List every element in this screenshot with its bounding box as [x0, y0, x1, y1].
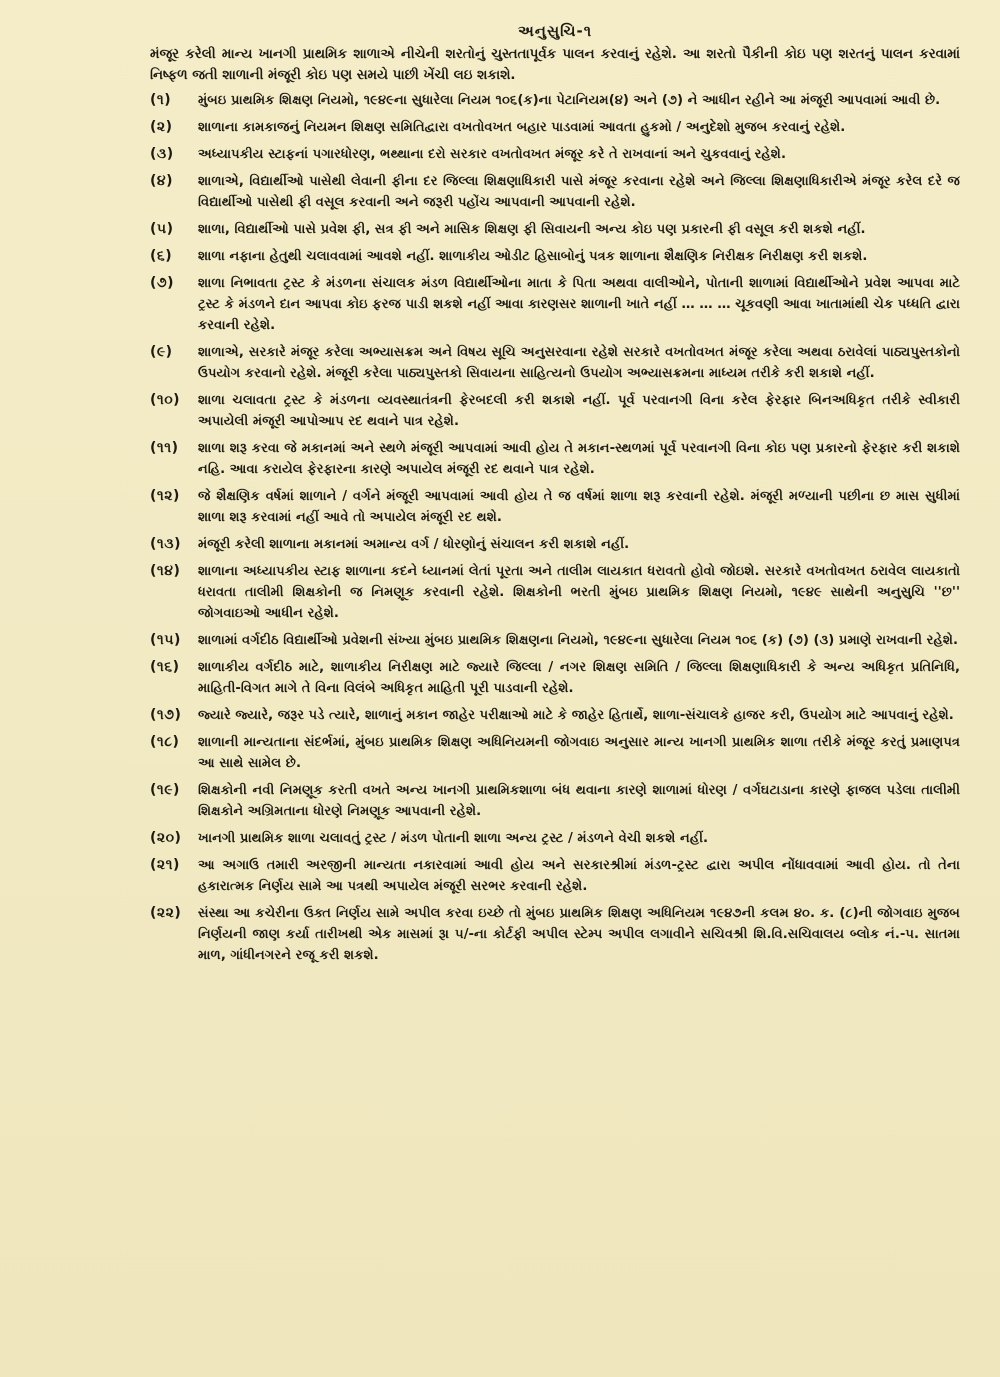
clause-text: મંજૂરી કરેલી શાળાના મકાનમાં અમાન્ય વર્ગ / ધોરણોનું સંચાલન કરી શકાશે નહીં.	[198, 537, 630, 552]
clause-text: શાળાના કામકાજનું નિયમન શિક્ષણ સમિતિદ્વારા વખતોવખત બહાર પાડવામાં આવતા હુકમો / અનુદેશો મુજબ કરવાનું રહેશે.	[198, 120, 846, 135]
clause-text: અધ્યાપકીય સ્ટાફનાં પગારધોરણ, ભથ્થાના દરો સરકાર વખતોવખત મંજૂર કરે તે રાખવાનાં અને ચુકવવાનું રહેશે.	[198, 147, 786, 162]
clause-number: (૧૦)	[150, 392, 181, 408]
clause-number: (૯)	[150, 344, 173, 360]
clause-number: (૬)	[150, 248, 173, 264]
clause-number: (૪)	[150, 173, 173, 189]
clause-text: શાળાએ, સરકારે મંજૂર કરેલા અભ્યાસક્રમ અને વિષય સૂચિ અનુસરવાના રહેશે સરકારે વખતોવખત મંજૂર કરેલા અથવા ઠરાવેલાં પાઠ્યપુસ્તકોનો ઉપયોગ કરવાનો રહેશે. મંજૂરી કરેલા પાઠ્યપુસ્તકો સિવાયના સાહિત્યનો ઉપયોગ અભ્યાસક્રમના માધ્યમ તરીકે કરી શકાશે નહીં.	[198, 345, 960, 381]
clause-text: શાળામાં વર્ગદીઠ વિદ્યાર્થીઓ પ્રવેશની સંખ્યા મુંબઇ પ્રાથમિક શિક્ષણના નિયમો, ૧૯૪૯ના સુધારેલા નિયમ ૧૦૬ (ક) (૭) (૩) પ્રમાણે રાખવાની રહેશે.	[198, 633, 959, 648]
clause-text: આ અગાઉ તમારી અરજીની માન્યતા નકારવામાં આવી હોય અને સરકારશ્રીમાં મંડળ-ટ્રસ્ટ દ્વારા અપીલ નોંધાવવામાં આવી હોય. તો તેના હકારાત્મક નિર્ણય સામે આ પત્રથી અપાયેલ મંજૂરી સરભર કરવાની રહેશે.	[198, 858, 960, 894]
clause-text: સંસ્થા આ કચેરીના ઉક્ત નિર્ણય સામે અપીલ કરવા ઇચ્છે તો મુંબઇ પ્રાથમિક શિક્ષણ અધિનિયમ ૧૯૪૭ની કલમ ૪૦. ક. (૮)ની જોગવાઇ મુજબ નિર્ણયની જાણ કર્યા તારીખથી એક માસમાં રૂ। ૫/-ના કોર્ટફી અપીલ સ્ટેમ્પ અપીલ લગાવીને સચિવશ્રી શિ.વિ.સચિવાલય બ્લોક નં.-૫. સાતમા માળ, ગાંધીનગરને રજૂ કરી શકશે.	[198, 906, 960, 963]
clause-item	[150, 273, 960, 336]
clause-number: (૨૨)	[150, 905, 182, 921]
clause-item	[150, 705, 960, 726]
clause-number: (૧૭)	[150, 707, 182, 723]
clause-text: શાળાની માન્યતાના સંદર્ભમાં, મુંબઇ પ્રાથમિક શિક્ષણ અધિનિયમની જોગવાઇ અનુસાર માન્ય ખાનગી પ્રાથમિક શાળા તરીકે મંજૂર કરતું પ્રમાણપત્ર આ સાથે સામેલ છે.	[198, 735, 960, 771]
clause-text: શાળા શરૂ કરવા જે મકાનમાં અને સ્થળે મંજૂરી આપવામાં આવી હોય તે મકાન-સ્થળમાં પૂર્વ પરવાનગી વિના કોઇ પણ પ્રકારનો ફેરફાર કરી શકાશે નહિ. આવા કરાયેલ ફેરફારના કારણે અપાયેલ મંજૂરી રદ થવાને પાત્ર રહેશે.	[198, 441, 960, 477]
clause-text: શાળા નફાના હેતુથી ચલાવવામાં આવશે નહીં. શાળાકીય ઓડીટ હિસાબોનું પત્રક શાળાના શૈક્ષણિક નિરીક્ષક નિરીક્ષણ કરી શકશે.	[198, 249, 868, 264]
clause-list	[150, 90, 960, 966]
clause-number: (૧૩)	[150, 536, 181, 552]
clause-number: (૧૯)	[150, 782, 180, 798]
clause-number: (૧૫)	[150, 632, 181, 648]
clause-item	[150, 534, 960, 555]
clause-item	[150, 144, 960, 165]
clause-item	[150, 246, 960, 267]
clause-number: (૧૮)	[150, 734, 180, 750]
clause-number: (૧૬)	[150, 659, 180, 675]
clause-number: (૭)	[150, 275, 175, 291]
clause-text: શાળા નિભાવતા ટ્રસ્ટ કે મંડળના સંચાલક મંડળ વિદ્યાર્થીઓના માતા કે પિતા અથવા વાલીઓને, પોતાની શાળામાં વિદ્યાર્થીઓને પ્રવેશ આપવા માટે ટ્રસ્ટ કે મંડળને દાન આપવા કોઇ ફરજ પાડી શકશે નહીં આવા કારણસર શાળાની ખાતે નહીં … … … ચૂકવણી આવા ખાતામાંથી ચેક પધ્ધતિ દ્વારા કરવાની રહેશે.	[198, 276, 960, 333]
clause-item	[150, 117, 960, 138]
clause-text: શાળાએ, વિદ્યાર્થીઓ પાસેથી લેવાની ફીના દર જિલ્લા શિક્ષણાધિકારી પાસે મંજૂર કરવાના રહેશે અને જિલ્લા શિક્ષણાધિકારીએ મંજૂર કરેલ દરે જ વિદ્યાર્થીઓ પાસેથી ફી વસૂલ કરવાની અને જરૂરી પહોંચ આપવાની આપવાની રહેશે.	[198, 174, 960, 210]
clause-text: શાળાના અધ્યાપકીય સ્ટાફ શાળાના કદને ધ્યાનમાં લેતાં પૂરતા અને તાલીમ લાયકાત ધરાવતો હોવો જોઇશે. સરકારે વખતોવખત ઠરાવેલ લાયકાતો ધરાવતા તાલીમી શિક્ષકોની જ નિમણૂક કરવાની રહેશે. શિક્ષકોની ભરતી મુંબઇ પ્રાથમિક શિક્ષણ નિયમો, ૧૯૪૯ સાથેની અનુસુચિ ''છ'' જોગવાઇઓ આધીન રહેશે.	[198, 564, 960, 621]
clause-text: શાળા ચલાવતા ટ્રસ્ટ કે મંડળના વ્યવસ્થાતંત્રની ફેરબદલી કરી શકાશે નહીં. પૂર્વ પરવાનગી વિના કરેલ ફેરફાર બિનઅધિકૃત તરીકે સ્વીકારી અપાયેલી મંજૂરી આપોઆપ રદ થવાને પાત્ર રહેશે.	[198, 393, 960, 429]
clause-text: ખાનગી પ્રાથમિક શાળા ચલાવતું ટ્રસ્ટ / મંડળ પોતાની શાળા અન્ય ટ્રસ્ટ / મંડળને વેચી શકશે નહીં.	[198, 831, 709, 846]
clause-item	[150, 630, 960, 651]
clause-number: (૫)	[150, 221, 174, 237]
clause-item	[150, 90, 960, 111]
intro-paragraph: મંજૂર કરેલી માન્ય ખાનગી પ્રાથમિક શાળાએ નીચેની શરતોનું ચુસ્તતાપૂર્વક પાલન કરવાનું રહેશે. આ શરતો પૈકીની કોઇ પણ શરતનું પાલન કરવામાં નિષ્ફળ જતી શાળાની મંજૂરી કોઇ પણ સમયે પાછી ખેંચી લઇ શકાશે.	[150, 47, 960, 83]
clause-item	[150, 486, 960, 528]
clause-text: શાળાકીય વર્ગદીઠ માટે, શાળાકીય નિરીક્ષણ માટે જ્યારે જિલ્લા / નગર શિક્ષણ સમિતિ / જિલ્લા શિક્ષણાધિકારી કે અન્ય અધિકૃત પ્રતિનિધિ, માહિતી-વિગત માગે તે વિના વિલંબે અધિકૃત માહિતી પૂરી પાડવાની રહેશે.	[198, 660, 960, 696]
clause-item	[150, 828, 960, 849]
clause-item	[150, 780, 960, 822]
clause-item	[150, 438, 960, 480]
clause-text: શાળા, વિદ્યાર્થીઓ પાસે પ્રવેશ ફી, સત્ર ફી અને માસિક શિક્ષણ ફી સિવાયની અન્ય કોઇ પણ પ્રકારની ફી વસૂલ કરી શકશે નહીં.	[198, 222, 866, 237]
clause-text: શિક્ષકોની નવી નિમણૂક કરતી વખતે અન્ય ખાનગી પ્રાથમિકશાળા બંધ થવાના કારણે શાળામાં ધોરણ / વર્ગઘટાડાના કારણે ફાજલ પડેલા તાલીમી શિક્ષકોને અગ્રિમતાના ધોરણે નિમણૂક આપવાની રહેશે.	[198, 783, 960, 819]
clause-number: (૧૪)	[150, 563, 181, 579]
clause-number: (૨૦)	[150, 830, 182, 846]
clause-item	[150, 219, 960, 240]
clause-text: જે શૈક્ષણિક વર્ષમાં શાળાને / વર્ગને મંજૂરી આપવામાં આવી હોય તે જ વર્ષમાં શાળા શરૂ કરવાની રહેશે. મંજૂરી મળ્યાની પછીના છ માસ સુધીમાં શાળા શરૂ કરવામાં નહીં આવે તો અપાયેલ મંજૂરી રદ થશે.	[198, 489, 960, 525]
clause-item	[150, 171, 960, 213]
clause-text: મુંબઇ પ્રાથમિક શિક્ષણ નિયમો, ૧૯૪૯ના સુધારેલા નિયમ ૧૦૬(ક)ના પેટાનિયમ(૪) અને (૭) ને આધીન રહીને આ મંજૂરી આપવામાં આવી છે.	[198, 93, 941, 108]
clause-item	[150, 657, 960, 699]
clause-text: જ્યારે જ્યારે, જરૂર પડે ત્યારે, શાળાનું મકાન જાહેર પરીક્ષાઓ માટે કે જાહેર હિતાર્થે, શાળા-સંચાલકે હાજર કરી, ઉપયોગ માટે આપવાનું રહેશે.	[198, 708, 954, 723]
clause-number: (૧૧)	[150, 440, 179, 456]
document-title: અનુસુચિ-૧	[517, 22, 593, 40]
clause-item	[150, 390, 960, 432]
clause-item	[150, 732, 960, 774]
clause-number: (૩)	[150, 146, 174, 162]
clause-item	[150, 561, 960, 624]
clause-item	[150, 903, 960, 966]
clause-item	[150, 855, 960, 897]
clause-number: (૨૧)	[150, 857, 180, 873]
clause-number: (૧)	[150, 92, 172, 108]
clause-number: (૨)	[150, 119, 173, 135]
clause-number: (૧૨)	[150, 488, 180, 504]
clause-item	[150, 342, 960, 384]
